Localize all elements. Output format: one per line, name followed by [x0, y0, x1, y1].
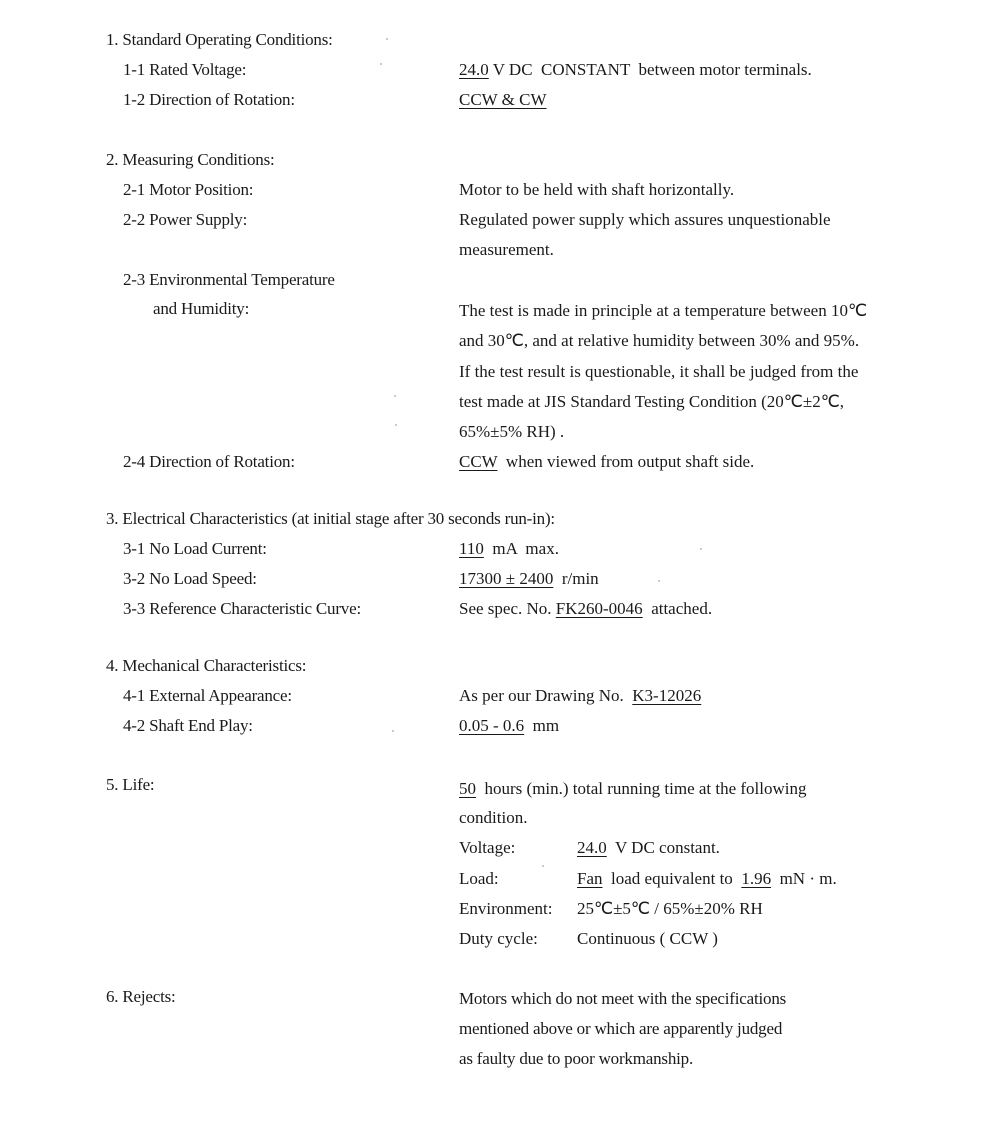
ref-curve-suffix: attached.: [642, 599, 713, 618]
rated-voltage-label: 1-1 Rated Voltage:: [123, 60, 247, 79]
env-temp-label-line-2: and Humidity:: [153, 299, 250, 318]
no-load-speed-number: 17300 ± 2400: [459, 569, 554, 588]
ref-curve-label: 3-3 Reference Characteristic Curve:: [123, 599, 361, 618]
life-load-label: Load:: [459, 869, 499, 888]
rated-voltage-value: [459, 60, 812, 80]
scan-speck: [542, 865, 544, 867]
direction-rotation-label: 1-2 Direction of Rotation:: [123, 90, 295, 109]
external-appearance-label: 4-1 External Appearance:: [123, 686, 292, 705]
env-temp-value-line-3: If the test result is questionable, it shall be judged from the: [459, 362, 859, 381]
scan-speck: [394, 395, 396, 397]
ref-curve-prefix: See spec. No.: [459, 599, 556, 618]
power-supply-value-line-1: Regulated power supply which assures unquestionable: [459, 210, 831, 229]
scan-speck: [392, 730, 394, 732]
shaft-end-play-value: [459, 716, 559, 736]
life-duty-cycle-value: Continuous ( CCW ): [577, 929, 718, 948]
life-load-mid: load equivalent to: [602, 869, 742, 888]
life-duty-cycle-label: Duty cycle:: [459, 929, 538, 948]
life-load-type: Fan: [577, 869, 603, 888]
section-2-title: 2. Measuring Conditions:: [106, 150, 275, 169]
life-voltage-value: [577, 838, 720, 858]
motor-position-label: 2-1 Motor Position:: [123, 180, 254, 199]
env-temp-value-line-2: and 30℃, and at relative humidity between 30% and 95%.: [459, 331, 860, 350]
rated-voltage-number: 24.0: [459, 60, 489, 79]
scan-speck: [658, 580, 660, 582]
scan-speck: [380, 63, 382, 65]
direction-viewed-rest: when viewed from output shaft side.: [497, 452, 755, 471]
life-hours-number: 50: [459, 779, 476, 798]
direction-rotation-number: CCW & CW: [459, 90, 547, 109]
no-load-speed-unit: r/min: [553, 569, 599, 588]
life-load-value: [577, 869, 837, 889]
shaft-end-play-label: 4-2 Shaft End Play:: [123, 716, 253, 735]
env-temp-value-line-1: The test is made in principle at a temperature between 10℃: [459, 301, 868, 320]
ref-curve-spec-number: FK260-0046: [555, 599, 643, 618]
motor-position-value: Motor to be held with shaft horizontally.: [459, 180, 735, 199]
power-supply-value-line-2: measurement.: [459, 240, 554, 259]
section-4-title: 4. Mechanical Characteristics:: [106, 656, 307, 675]
env-temp-value-line-5: 65%±5% RH) .: [459, 422, 565, 441]
life-hours-line-2: condition.: [459, 808, 528, 827]
scan-speck: [700, 548, 702, 550]
no-load-current-value: [459, 539, 559, 559]
no-load-speed-label: 3-2 No Load Speed:: [123, 569, 257, 588]
life-voltage-label: Voltage:: [459, 838, 516, 857]
env-temp-value-line-4: test made at JIS Standard Testing Condition (20℃±2℃,: [459, 392, 845, 411]
no-load-current-number: 110: [459, 539, 484, 558]
life-voltage-unit: V DC constant.: [606, 838, 720, 857]
external-appearance-value: [459, 686, 701, 706]
life-environment-label: Environment:: [459, 899, 553, 918]
scan-speck: [395, 424, 397, 426]
life-hours-line-1: [459, 779, 807, 799]
section-6-title: 6. Rejects:: [106, 987, 176, 1006]
direction-viewed-value: [459, 452, 754, 472]
section-1-title: 1. Standard Operating Conditions:: [106, 30, 333, 49]
rated-voltage-unit: V DC CONSTANT between motor terminals.: [488, 60, 812, 79]
direction-viewed-ccw: CCW: [459, 452, 498, 471]
rejects-line-3: as faulty due to poor workmanship.: [459, 1049, 693, 1068]
power-supply-label: 2-2 Power Supply:: [123, 210, 248, 229]
life-load-number: 1.96: [741, 869, 772, 888]
env-temp-label-line-1: 2-3 Environmental Temperature: [123, 270, 335, 289]
life-environment-value: 25℃±5℃ / 65%±20% RH: [577, 899, 763, 918]
shaft-end-play-unit: mm: [524, 716, 560, 735]
scan-speck: [386, 38, 388, 40]
direction-rotation-value: [459, 90, 547, 110]
section-5-title: 5. Life:: [106, 775, 155, 794]
shaft-end-play-number: 0.05 - 0.6: [459, 716, 525, 735]
life-voltage-number: 24.0: [577, 838, 607, 857]
no-load-current-unit: mA max.: [483, 539, 559, 558]
no-load-speed-value: [459, 569, 599, 589]
ref-curve-value: [459, 599, 712, 619]
section-3-title: 3. Electrical Characteristics (at initial stage after 30 seconds run-in):: [106, 509, 555, 528]
rejects-line-1: Motors which do not meet with the specifications: [459, 989, 787, 1008]
life-hours-text: hours (min.) total running time at the following: [476, 779, 807, 798]
no-load-current-label: 3-1 No Load Current:: [123, 539, 267, 558]
direction-viewed-label: 2-4 Direction of Rotation:: [123, 452, 295, 471]
life-load-unit: mN · m.: [771, 869, 837, 888]
drawing-number: K3-12026: [632, 686, 702, 705]
rejects-line-2: mentioned above or which are apparently judged: [459, 1019, 783, 1038]
external-appearance-prefix: As per our Drawing No.: [459, 686, 633, 705]
